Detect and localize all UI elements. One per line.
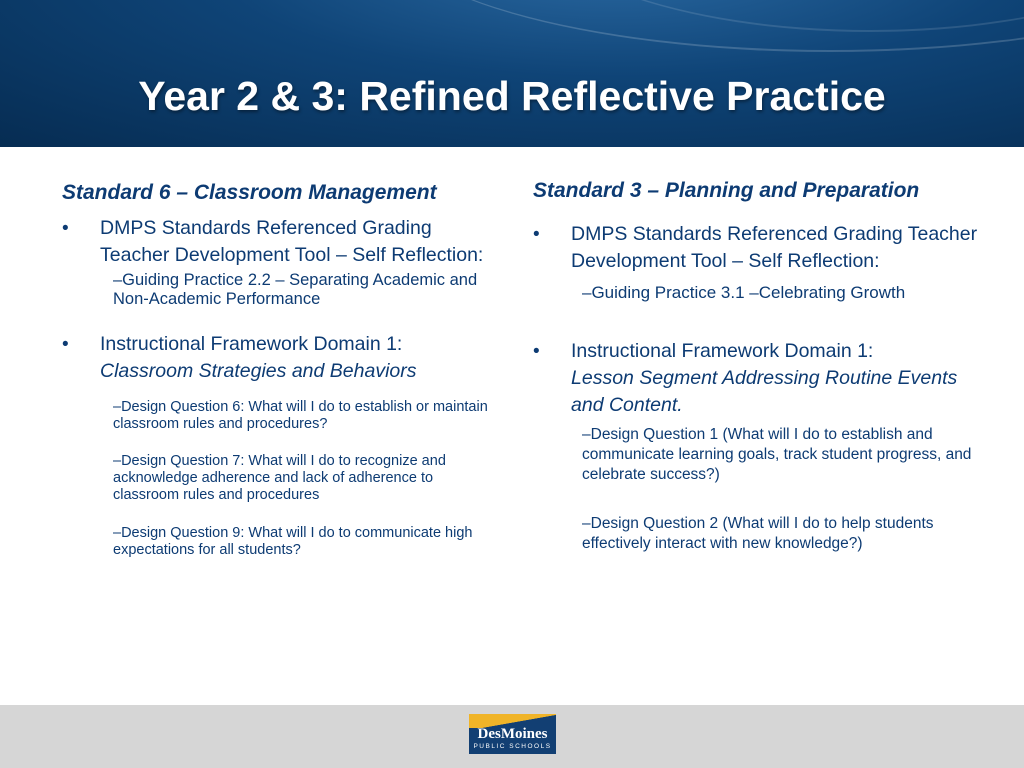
sub-item: –Design Question 9: What will I do to communicate high expectations for all students?: [113, 525, 473, 558]
bullet-text: Instructional Framework Domain 1:: [571, 340, 874, 362]
bullet-italic-text: Classroom Strategies and Behaviors: [100, 360, 417, 382]
bullet-item: [62, 331, 502, 385]
bullet-text: DMPS Standards Referenced Grading Teacher Development Tool – Self Reflection:: [100, 217, 484, 266]
bullet-item: [533, 221, 983, 275]
standard-heading: Standard 6 – Classroom Management: [62, 181, 437, 204]
standard-heading: Standard 3 – Planning and Preparation: [533, 179, 920, 202]
sub-item: –Design Question 1 (What will I do to establish and communicate learning goals, track student progress, and celebrate success?): [582, 426, 972, 483]
bullet-marker: •: [62, 334, 69, 355]
bullet-item: [62, 215, 502, 269]
sub-item: –Design Question 6: What will I do to establish or maintain classroom rules and procedures?: [113, 399, 488, 432]
left-column: [62, 180, 502, 559]
sub-item: –Guiding Practice 3.1 –Celebrating Growth: [582, 283, 906, 302]
sub-item: –Guiding Practice 2.2 – Separating Academic and Non-Academic Performance: [113, 271, 478, 308]
logo-name: DesMoines: [477, 726, 548, 742]
slide-title: Year 2 & 3: Refined Reflective Practice: [138, 73, 886, 119]
logo-subtitle: PUBLIC SCHOOLS: [473, 743, 552, 750]
bullet-marker: •: [533, 341, 540, 362]
right-column: [533, 178, 983, 554]
sub-item: –Design Question 7: What will I do to recognize and acknowledge adherence and lack of adherence to classroom rules and procedures: [113, 453, 446, 503]
bullet-italic-text: Lesson Segment Addressing Routine Events and Content.: [571, 367, 958, 416]
bullet-marker: •: [533, 224, 540, 245]
des-moines-logo: [469, 714, 556, 754]
bullet-item: [533, 338, 983, 419]
sub-item: –Design Question 2 (What will I do to help students effectively interact with new knowledge?): [582, 515, 934, 552]
bullet-text: Instructional Framework Domain 1:: [100, 333, 403, 355]
bullet-text: DMPS Standards Referenced Grading Teacher Development Tool – Self Reflection:: [571, 223, 978, 272]
bullet-marker: •: [62, 218, 69, 239]
